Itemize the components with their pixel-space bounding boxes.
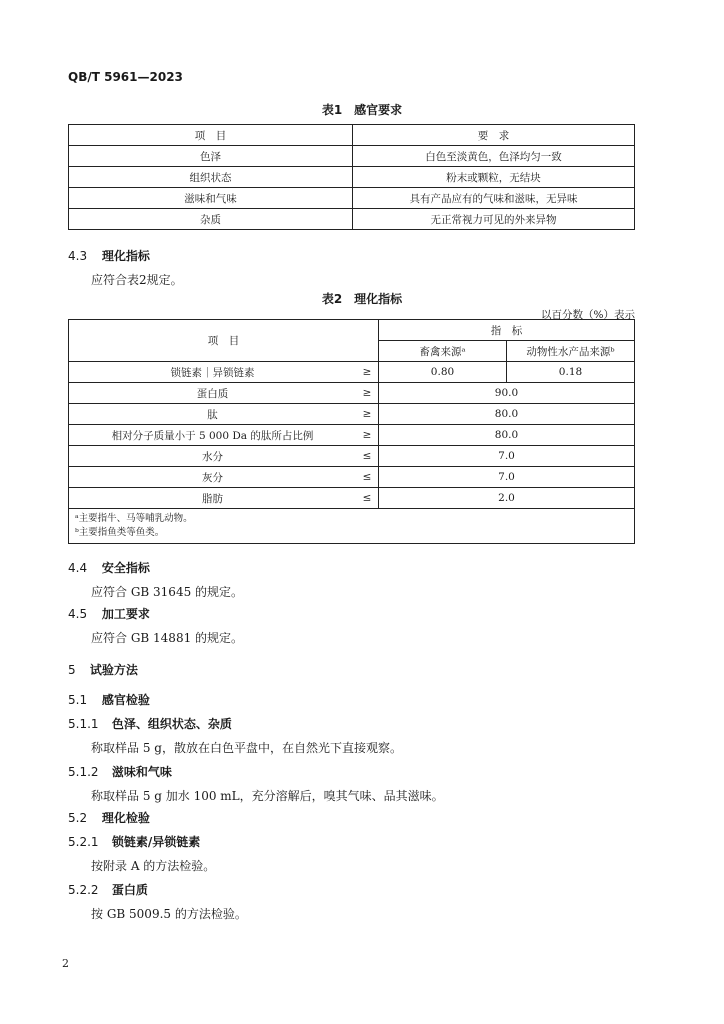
section-5-2-2-heading (68, 881, 148, 898)
section-5-1-heading (68, 691, 150, 708)
table-row (69, 425, 635, 446)
table2-title: 表2 理化指标 (321, 292, 403, 306)
section-5-1-2-heading (68, 763, 172, 780)
table-row (69, 209, 635, 230)
table-cell: ≥ (356, 362, 379, 383)
table-header-cell: 项 目 (69, 125, 353, 146)
table-row (69, 404, 635, 425)
table-notes-cell (69, 509, 635, 544)
table-header-row (69, 320, 635, 341)
table-header-row (69, 125, 635, 146)
table-notes-row (69, 509, 635, 544)
section-title: 滋味和气味 (111, 765, 172, 779)
section-title: 安全指标 (101, 561, 150, 575)
table-note: ᵇ主要指鱼类等鱼类。 (75, 527, 165, 538)
section-number: 4.4 (68, 561, 88, 575)
table-row (69, 488, 635, 509)
table-row (69, 383, 635, 404)
table-cell: 具有产品应有的气味和滋味，无异味 (353, 188, 635, 209)
table2-unit-note: 以百分数（%）表示 (541, 309, 635, 321)
section-4-4-text: 应符合 GB 31645 的规定。 (91, 585, 244, 599)
section-title: 理化检验 (101, 811, 150, 825)
table-cell: 组织状态 (69, 167, 353, 188)
table-header-cell: 要 求 (353, 125, 635, 146)
table-cell: 相对分子质量小于 5 000 Da 的肽所占比例 (69, 425, 357, 446)
table-note: ᵃ主要指牛、马等哺乳动物。 (75, 513, 193, 524)
table-cell: ≥ (356, 425, 379, 446)
page-number: 2 (62, 957, 69, 970)
table-header-cell: 项 目 (69, 320, 379, 362)
table-row (69, 146, 635, 167)
table-header-cell: 畜禽来源ᵃ (379, 341, 507, 362)
table-cell: 80.0 (379, 404, 635, 425)
table-cell: ≤ (356, 467, 379, 488)
section-title: 试验方法 (89, 663, 138, 677)
table-cell: 80.0 (379, 425, 635, 446)
table-cell: 脂肪 (69, 488, 357, 509)
table-row (69, 362, 635, 383)
table-cell: ≥ (356, 404, 379, 425)
table-cell: 0.18 (507, 362, 635, 383)
section-5-2-1-text: 按附录 A 的方法检验。 (91, 859, 216, 873)
table-cell: 90.0 (379, 383, 635, 404)
table-cell: 水分 (69, 446, 357, 467)
table-cell: 肽 (69, 404, 357, 425)
section-number: 5.1 (68, 693, 88, 707)
table-cell: 0.80 (379, 362, 507, 383)
section-title: 锁链素/异锁链素 (111, 835, 201, 849)
table-row (69, 446, 635, 467)
section-number: 5.2.1 (68, 835, 99, 849)
table-cell: 2.0 (379, 488, 635, 509)
section-5-2-heading (68, 809, 150, 826)
table-cell: ≤ (356, 446, 379, 467)
section-4-5-heading (68, 605, 150, 622)
table-cell: 粉末或颗粒，无结块 (353, 167, 635, 188)
sensory-requirements-table (68, 124, 635, 230)
physicochemical-table (68, 319, 635, 544)
table-cell: 滋味和气味 (69, 188, 353, 209)
table1-title: 表1 感官要求 (321, 103, 403, 117)
section-5-2-2-text: 按 GB 5009.5 的方法检验。 (91, 907, 247, 921)
table-cell: 无正常视力可见的外来异物 (353, 209, 635, 230)
table-cell: ≥ (356, 383, 379, 404)
section-4-3-text: 应符合表2规定。 (91, 273, 183, 287)
section-number: 4.5 (68, 607, 88, 621)
section-title: 蛋白质 (111, 883, 148, 897)
table-cell: 7.0 (379, 446, 635, 467)
section-number: 4.3 (68, 249, 88, 263)
section-number: 5.1.2 (68, 765, 99, 779)
section-4-3-heading (68, 247, 150, 264)
section-title: 感官检验 (101, 693, 150, 707)
section-4-4-heading (68, 559, 150, 576)
table-cell: 锁链素｜异锁链素 (69, 362, 357, 383)
section-5-1-1-text: 称取样品 5 g，散放在白色平盘中，在自然光下直接观察。 (91, 741, 402, 755)
table-row (69, 467, 635, 488)
section-5-1-1-heading (68, 715, 232, 732)
table-header-cell: 指 标 (379, 320, 635, 341)
table-cell: 白色至淡黄色，色泽均匀一致 (353, 146, 635, 167)
standard-code: QB/T 5961—2023 (68, 70, 183, 84)
section-5-2-1-heading (68, 833, 200, 850)
table-cell: ≤ (356, 488, 379, 509)
section-5-1-2-text: 称取样品 5 g 加水 100 mL，充分溶解后，嗅其气味、品其滋味。 (91, 789, 444, 803)
section-4-5-text: 应符合 GB 14881 的规定。 (91, 631, 244, 645)
section-number: 5.2.2 (68, 883, 99, 897)
table-cell: 色泽 (69, 146, 353, 167)
section-title: 加工要求 (101, 607, 150, 621)
section-5-heading (68, 661, 138, 678)
table-row (69, 188, 635, 209)
section-number: 5 (68, 663, 76, 677)
section-title: 理化指标 (101, 249, 150, 263)
section-title: 色泽、组织状态、杂质 (111, 717, 232, 731)
table-header-cell: 动物性水产品来源ᵇ (507, 341, 635, 362)
section-number: 5.1.1 (68, 717, 99, 731)
table-cell: 灰分 (69, 467, 357, 488)
section-number: 5.2 (68, 811, 88, 825)
table-cell: 蛋白质 (69, 383, 357, 404)
table-cell: 7.0 (379, 467, 635, 488)
table-row (69, 167, 635, 188)
table-cell: 杂质 (69, 209, 353, 230)
